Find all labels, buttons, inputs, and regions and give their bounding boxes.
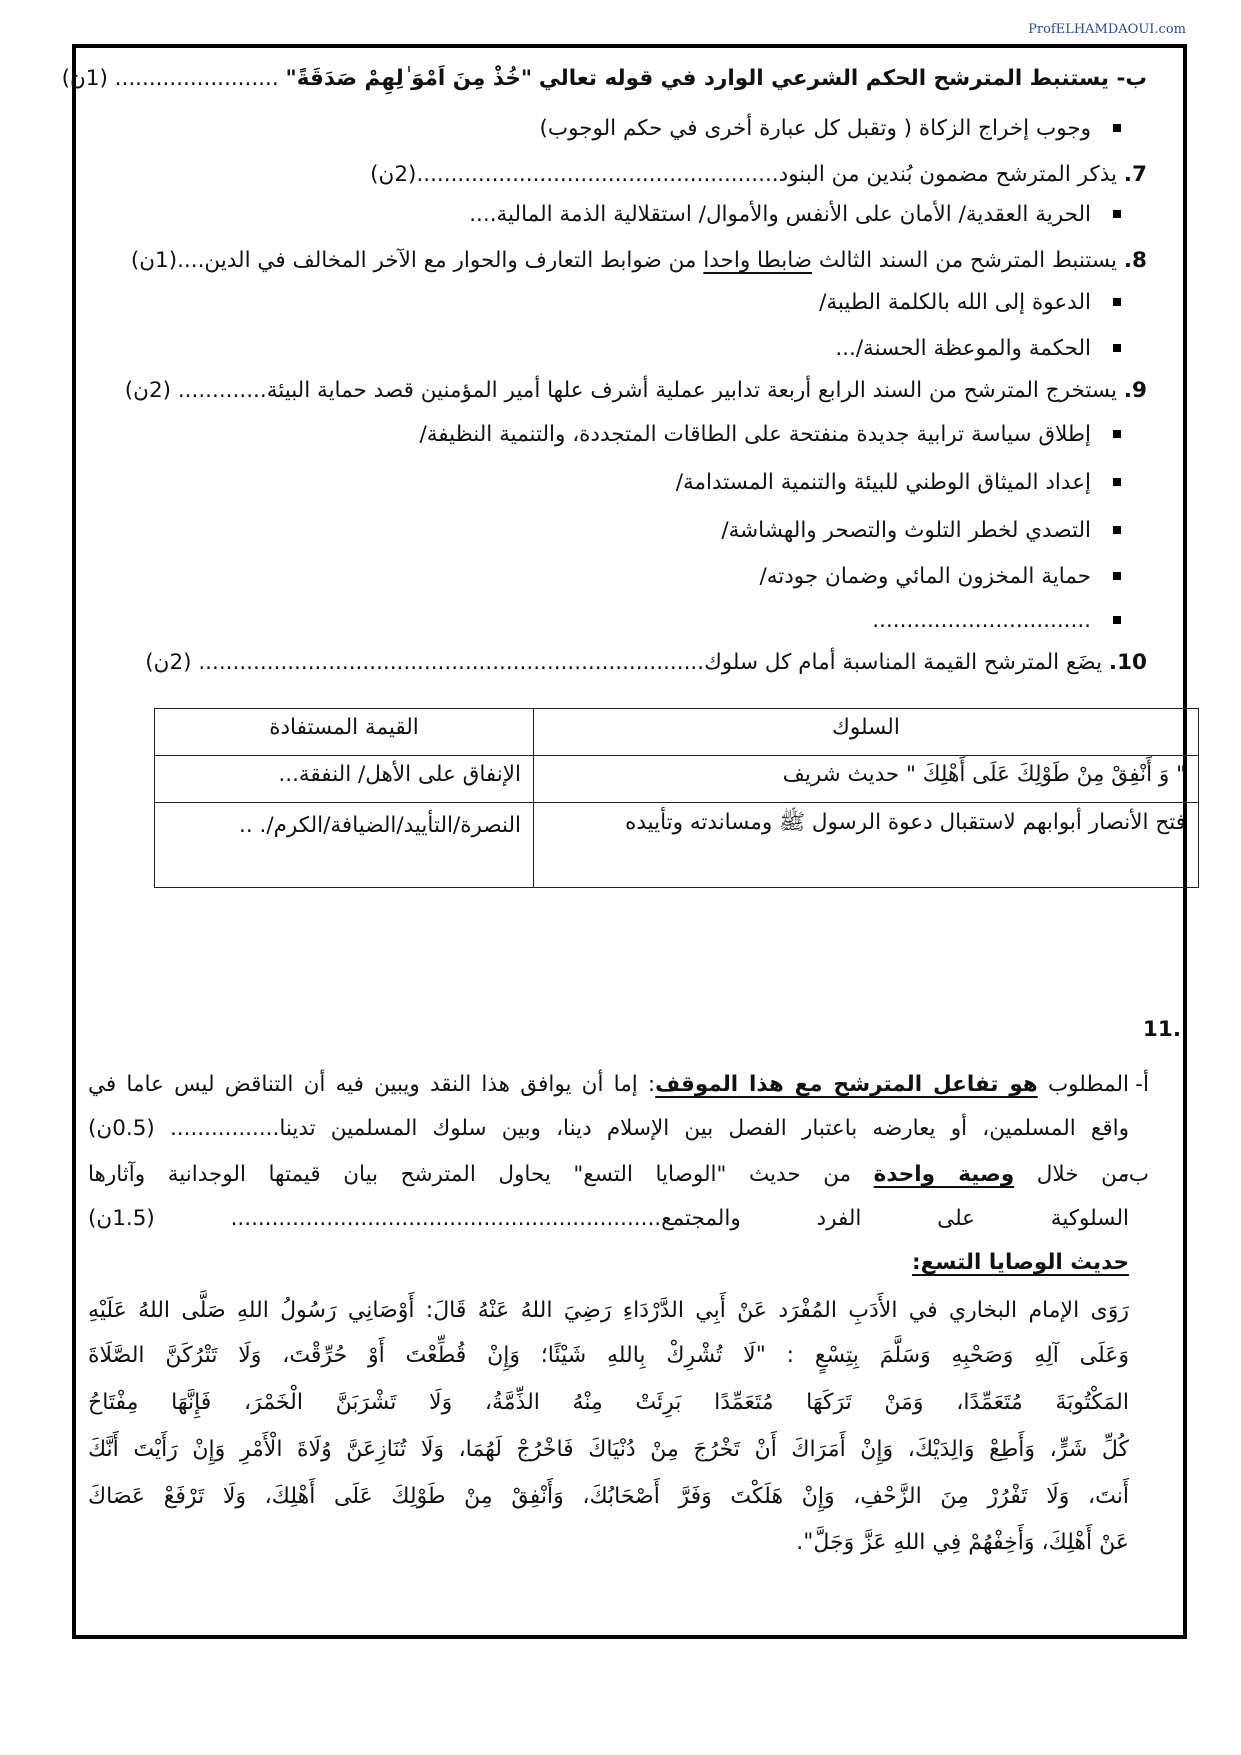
table-row	[155, 756, 1199, 803]
q7-text: يذكر المترشح مضمون بُندين من البنود.....................................................(2ن)	[370, 162, 1118, 187]
q11a-line-1	[88, 1070, 1129, 1100]
q11b-line1-start: من خلال	[1036, 1162, 1130, 1187]
q6b-points: ........................ (1ن)	[61, 66, 279, 91]
q10-number: 10.	[1108, 650, 1147, 675]
q9-answer-3: التصدي لخطر التلوث والتصحر والهشاشة/	[721, 516, 1091, 546]
q8-question	[92, 246, 1147, 276]
watermark: ProfELHAMDAOUI.com	[1028, 22, 1186, 37]
hadith-title: حديث الوصايا التسع:	[911, 1250, 1129, 1275]
q9-answer-1: إطلاق سياسة ترابية جديدة منفتحة على الطاقات المتجددة، والتنمية النظيفة/	[419, 420, 1091, 450]
table-header-row	[155, 709, 1199, 756]
hadith-line: كُلِّ شَرٍّ، وَأَطِعْ وَالِدَيْكَ، وَإِنْ أَمَرَاكَ أَنْ تَخْرُجَ مِنْ دُنْيَاكَ فَاخْرُجْ لَهُمَا، وَلَا تُنَازِعَنَّ وُلَاةَ الْأَمْرِ وَإِنْ رَأَيْتَ أَنَّكَ	[88, 1437, 1129, 1462]
table-header-value: القيمة المستفادة	[155, 709, 534, 756]
table-cell-value: النصرة/التأييد/الضيافة/الكرم/. ..	[155, 803, 534, 888]
q11-number: .11	[1142, 1017, 1181, 1042]
q9-text: يستخرج المترشح من السند الرابع أربعة تدابير عملية أشرف علها أمير المؤمنين قصد حماية البيئة............. (2ن)	[124, 378, 1118, 403]
q6b-verse: "خُذْ مِنَ اَمْوَ ٰلِهِمْ صَدَقَةً"	[285, 66, 533, 91]
q10-question	[92, 648, 1147, 678]
q11b-label: ب-	[1121, 1162, 1149, 1187]
hadith-line: المَكْتُوبَةَ مُتَعَمِّدًا، وَمَنْ تَرَكَهَا مُتَعَمِّدًا بَرِئَتْ مِنْهُ الذِّمَّةُ، وَلَا تَشْرَبَنَّ الْخَمْرَ، فَإِنَّهَا مِفْتَاحُ	[88, 1390, 1129, 1415]
q11b-line1-end: من حديث "الوصايا التسع" يحاول المترشح بيان قيمتها الوجدانية وآثارها	[88, 1162, 852, 1187]
table-cell-behavior: فتح الأنصار أبوابهم لاستقبال دعوة الرسول ﷺ ومساندته وتأييده	[534, 803, 1199, 888]
hadith-line: وَعَلَى آلِهِ وَصَحْبِهِ وَسَلَّمَ بِتِسْعٍ : "لَا تُشْرِكْ بِاللهِ شَيْئًا؛ وَإِنْ قُطِّعْتَ أَوْ حُرِّقْتَ، وَلَا تَتْرُكَنَّ الصَّلَاةَ	[88, 1343, 1129, 1368]
hadith-line: أَنتَ، وَلَا تَفْرُرْ مِنَ الزَّحْفِ، وَإِنْ هَلَكْتَ وَفَرَّ أَصْحَابُكَ، وَأَنْفِقْ مِنْ طَوْلِكَ عَلَى أَهْلِكَ، وَلَا تَرْفَعْ عَصَاكَ	[88, 1484, 1129, 1509]
table-cell-behavior: " وَ أَنْفِقْ مِنْ طَوْلِكَ عَلَى أَهْلِكَ " حديث شريف	[534, 756, 1199, 803]
q9-question	[92, 376, 1147, 406]
q7-number: 7.	[1123, 162, 1147, 187]
table-header-behavior: السلوك	[534, 709, 1199, 756]
q8-text-end: من ضوابط التعارف والحوار مع الآخر المخالف في الدين....(1ن)	[130, 248, 697, 273]
q7-answer: الحرية العقدية/ الأمان على الأنفس والأموال/ استقلالية الذمة المالية....	[469, 200, 1091, 230]
table-row	[155, 803, 1199, 888]
q9-number: 9.	[1123, 378, 1147, 403]
q11a-line-2: واقع المسلمين، أو يعارضه باعتبار الفصل بين الإسلام دينا، وبين سلوك المسلمين تدينا................ (0.5ن)	[88, 1116, 1129, 1141]
q6b-question	[61, 64, 1147, 94]
table-cell-value: الإنفاق على الأهل/ النفقة...	[155, 756, 534, 803]
q9-answer-4: حماية المخزون المائي وضمان جودته/	[759, 562, 1091, 592]
q6b-answer: وجوب إخراج الزكاة ( وتقبل كل عبارة أخرى في حكم الوجوب)	[540, 114, 1092, 144]
q9-answer-5: ................................	[872, 606, 1091, 636]
q11a-underlined: هو تفاعل المترشح مع هذا الموقف	[655, 1072, 1038, 1097]
q9-answer-2: إعداد الميثاق الوطني للبيئة والتنمية المستدامة/	[676, 468, 1091, 498]
q7-question	[92, 160, 1147, 190]
q6b-prefix: ب- يستنبط المترشح الحكم الشرعي الوارد في قوله تعالي	[538, 66, 1147, 91]
q11a-line1-end: : إما أن يوافق هذا النقد ويبين فيه أن التناقض ليس عاما في	[88, 1072, 656, 1097]
q11b-line-2: السلوكية على الفرد والمجتمع............................................................... (1.5ن)	[88, 1206, 1129, 1231]
values-table	[154, 708, 1199, 888]
q8-number: 8.	[1123, 248, 1147, 273]
q11a-line1-start: المطلوب	[1047, 1072, 1129, 1097]
q8-text-start: يستنبط المترشح من السند الثالث	[818, 248, 1118, 273]
hadith-line: رَوَى الإمام البخاري في الأَدَبِ المُفْرَد عَنْ أَبِي الدَّرْدَاءِ رَضِيَ اللهُ عَنْهُ قَالَ: أَوْصَانِي رَسُولُ اللهِ صَلَّى اللهُ عَلَيْهِ	[88, 1298, 1129, 1323]
q10-text: يضَع المترشح القيمة المناسبة أمام كل سلوك.......................................................................... (2ن)	[145, 650, 1103, 675]
q8-answer-2: الحكمة والموعظة الحسنة/...	[835, 334, 1091, 364]
q11a-label: أ-	[1135, 1072, 1149, 1097]
q8-text-underlined: ضابطا واحدا	[703, 248, 813, 273]
hadith-line: عَنْ أَهْلِكَ، وَأَخِفْهُمْ فِي اللهِ عَزَّ وَجَلَّ".	[796, 1530, 1129, 1555]
q11b-underlined: وصية واحدة	[873, 1162, 1015, 1187]
q8-answer-1: الدعوة إلى الله بالكلمة الطيبة/	[819, 288, 1091, 318]
q11b-line-1	[88, 1160, 1129, 1190]
